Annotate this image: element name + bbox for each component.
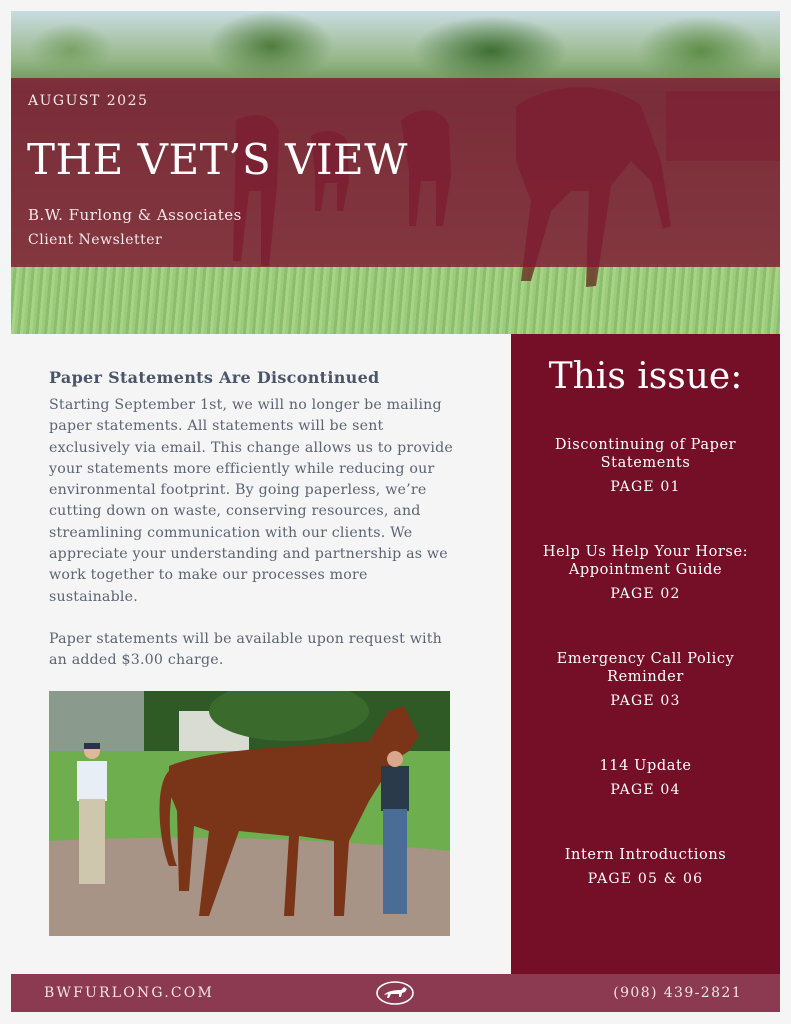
- toc-item-title: 114 Update: [599, 758, 692, 774]
- toc-item-page: PAGE 03: [610, 693, 681, 709]
- horse-inspection-photo: [49, 691, 450, 936]
- sidebar-title: This issue:: [548, 356, 743, 397]
- organization-name: B.W. Furlong & Associates: [28, 206, 242, 224]
- article-paragraph-2: Paper statements will be available upon request with an added $3.00 charge.: [49, 630, 443, 669]
- toc-item-intern-introductions[interactable]: [511, 846, 780, 887]
- toc-item-paper-statements[interactable]: [511, 436, 780, 495]
- main-article: [49, 368, 459, 672]
- toc-item-page: PAGE 05 & 06: [587, 871, 704, 887]
- toc-item-114-update[interactable]: [511, 757, 780, 798]
- issue-month: AUGUST 2025: [28, 93, 149, 109]
- article-paragraph-1: Starting September 1st, we will no longer be mailing paper statements. All statements will be sent exclusively via email. This change allows us to provide your statements more efficiently while reducing our environmental footprint. By going paperless, we’re cutting down on waste, conserving resources, and streamlining communication with our clients. We appreciate your understanding and partnership as we work together to make our processes more sustainable.: [49, 397, 453, 605]
- toc-item-title: Discontinuing of Paper Statements: [554, 437, 737, 471]
- toc-item-page: PAGE 04: [610, 782, 681, 798]
- footer-website-link[interactable]: BWFURLONG.COM: [44, 985, 215, 1001]
- table-of-contents-sidebar: [511, 334, 780, 974]
- horse-logo-icon: [375, 980, 415, 1006]
- article-photo: [49, 691, 450, 936]
- footer-phone-number[interactable]: (908) 439-2821: [613, 985, 742, 1001]
- toc-item-emergency-policy[interactable]: [511, 650, 780, 709]
- toc-item-title: Emergency Call Policy Reminder: [556, 651, 735, 685]
- toc-item-title: Intern Introductions: [564, 847, 727, 863]
- newsletter-subtitle: Client Newsletter: [28, 232, 163, 248]
- toc-item-page: PAGE 01: [610, 479, 681, 495]
- toc-item-page: PAGE 02: [610, 586, 681, 602]
- footer-bar: [11, 974, 780, 1012]
- newsletter-title: THE VET’S VIEW: [27, 135, 408, 184]
- article-heading: Paper Statements Are Discontinued: [49, 368, 380, 387]
- toc-item-appointment-guide[interactable]: [511, 543, 780, 602]
- toc-item-title: Help Us Help Your Horse: Appointment Guide: [542, 544, 749, 578]
